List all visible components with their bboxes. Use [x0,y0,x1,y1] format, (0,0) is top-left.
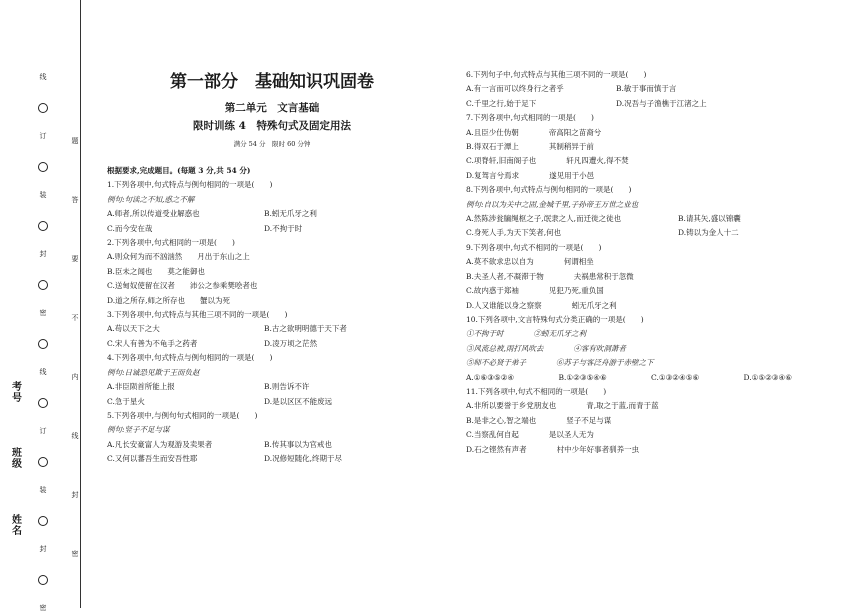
option: A.莫不欲求忠以自为 何谓相坐 [466,257,594,267]
margin-char: 线 [39,368,47,376]
option-row [466,226,836,240]
margin-char: 内 [71,373,79,381]
margin-char: 要 [71,255,79,263]
label-xingming: 姓名 [12,515,22,537]
margin-char: 订 [39,132,47,140]
question-example: 例句:日诚恐见欺于王而负赵 [107,367,200,377]
option-row [466,371,836,385]
right-column [466,68,836,457]
question-example: 例句:自以为关中之固,金城千里,子孙帝王万世之业也 [466,199,639,209]
option-row [107,222,437,236]
option-row [107,380,437,394]
option: C.又何以蕃吾生而安吾性耶 [107,454,198,464]
option: B.蚓无爪牙之利 [264,209,317,219]
option: B.臣未之闻也 莫之能御也 [107,266,205,276]
margin-char: 装 [39,486,47,494]
option: B.传其事以为官戒也 [264,439,332,449]
option: A.苟以天下之大 [107,324,160,334]
margin-char: 装 [39,191,47,199]
drill-title: 限时训练 4 特殊句式及固定用法 [193,120,351,132]
question-example: 例句:句读之不知,惑之不解 [107,194,195,204]
option: D.况吾与子渔樵于江渚之上 [616,98,707,108]
option: A.非臣陨首所能上报 [107,382,175,392]
option: D.复驾言兮焉求 遂见用于小邑 [466,170,595,180]
option: D.况修短随化,终期于尽 [264,454,343,464]
margin-char: 答 [71,196,79,204]
margin-char: 题 [71,137,79,145]
question-stem: 5.下列各项中,与例句句式相同的一项是( ) [107,410,258,420]
label-kaohao: 考号 [12,382,22,404]
option: B.是非之心,智之端也 竖子不足与谋 [466,415,612,425]
option: D.道之所存,师之所存也 蟹以为死 [107,295,231,305]
binding-hole-icon [38,103,48,113]
option: C.项脊轩,旧南阁子也 轩凡四遭火,得不焚 [466,156,629,166]
option-row [466,82,836,96]
option: A.且臣少仕伪朝 帝高阳之苗裔兮 [466,127,602,137]
option: B.得双石于潭上 其制稍异于前 [466,142,594,152]
option: C.而今安在哉 [107,223,153,233]
question-stem: 4.下列各项中,句式特点与例句相同的一项是( ) [107,353,273,363]
question-stem: 11.下列各项中,句式不相同的一项是( ) [466,386,607,396]
option: B.敏于事而慎于言 [616,84,677,94]
option-row [107,322,437,336]
option: A.非所以要誉于乡党朋友也 青,取之于蓝,而青于蓝 [466,401,659,411]
margin-char: 封 [39,250,47,258]
margin-char: 密 [39,604,47,612]
binding-hole-icon [38,398,48,408]
option: D.①⑤②③④⑥ [743,372,792,382]
option-row [107,452,437,466]
question-stem: 2.下列各项中,句式相同的一项是( ) [107,238,235,248]
option: B.则告诉不许 [264,382,310,392]
option: C.宋人有善为不龟手之药者 [107,338,198,348]
margin-char: 封 [39,545,47,553]
margin-char: 线 [39,73,47,81]
binding-hole-icon [38,575,48,585]
question-stem: 3.下列各项中,句式特点与其他三项不同的一项是( ) [107,310,288,320]
binding-hole-icon [38,162,48,172]
binding-hole-icon [38,280,48,290]
option-row [466,97,836,111]
question-item: ③风流总被,雨打风吹去 ④客有吹洞萧者 [466,343,626,353]
binding-hole-icon [38,221,48,231]
margin-char: 线 [71,432,79,440]
question-stem: 10.下列各项中,文言特殊句式分类正确的一项是( ) [466,314,644,324]
question-example: 例句:竖子不足与谋 [107,425,170,435]
question-stem: 9.下列各项中,句式不相同的一项是( ) [466,242,602,252]
option-row [107,438,437,452]
margin-char: 不 [71,314,79,322]
question-stem: 7.下列各项中,句式相同的一项是( ) [466,113,594,123]
left-column [107,70,437,467]
option-row [107,395,437,409]
option: B.古之欲明明德于天下者 [264,324,347,334]
question-stem: 8.下列各项中,句式特点与例句相同的一项是( ) [466,185,632,195]
label-banji: 班级 [12,448,22,470]
option: C.送甸奴使留在汉者 沛公之参乘樊哙者也 [107,281,258,291]
page-title: 第一部分 基础知识巩固卷 [170,72,374,92]
instructions: 根据要求,完成题目。(每题 3 分,共 54 分) [107,166,251,175]
option: D.铸以为金人十二 [678,228,739,238]
unit-title: 第二单元 文言基础 [224,102,320,114]
option: C.①③②④⑤⑥ [651,372,700,382]
option: A.有一言而可以终身行之者乎 [466,84,564,94]
option: A.然陈涉瓮牖绳枢之子,氓隶之人,而迁徙之徒也 [466,214,622,224]
option-row [107,337,437,351]
option-row [466,212,836,226]
option: A.则众何为而不汹汹然 月出于东山之上 [107,252,250,262]
option: B.①②③⑤④⑥ [558,372,607,382]
margin-column-outer [34,55,52,612]
option: C.故内惑于郑袖 见犯乃死,重负国 [466,286,604,296]
margin-column-inner [66,55,84,608]
option: D.石之铿然有声者 村中少年好事者驯养一虫 [466,444,640,454]
option: B.请其矢,盛以锦囊 [678,214,741,224]
margin-char: 封 [71,491,79,499]
question-item: ①不拘于时 ②蚓无爪牙之利 [466,329,586,339]
option: C.身死人手,为天下笑者,何也 [466,228,562,238]
option: A.凡长安豪富人为观游及卖果者 [107,439,213,449]
option: D.是以区区不能废远 [264,396,333,406]
option: D.不拘于时 [264,223,303,233]
option: D.人又谁能以身之察察 蚓无爪牙之利 [466,300,617,310]
binding-hole-icon [38,339,48,349]
option: D.凌万顷之茫然 [264,338,318,348]
question-stem: 1.下列各项中,句式特点与例句相同的一项是( ) [107,180,273,190]
option: C.急于星火 [107,396,145,406]
question-item: ⑤师不必贤于弟子 ⑥苏子与客泛舟游于赤壁之下 [466,358,654,368]
margin-char: 密 [71,550,79,558]
option: C.千里之行,始于足下 [466,98,537,108]
option: B.夫圣人者,不凝滞于物 夫祸患常积于忽微 [466,271,634,281]
margin-char: 订 [39,427,47,435]
binding-hole-icon [38,457,48,467]
binding-hole-icon [38,516,48,526]
margin-char: 密 [39,309,47,317]
option: A.师者,所以传道受业解惑也 [107,209,200,219]
option: C.当察乱何自起 是以圣人无为 [466,430,594,440]
question-stem: 6.下列句子中,句式特点与其他三项不同的一项是( ) [466,70,647,79]
option: A.①⑥③⑤②④ [466,372,515,382]
option-row [107,207,437,221]
score-time-info: 满分 54 分 限时 60 分钟 [233,140,311,148]
